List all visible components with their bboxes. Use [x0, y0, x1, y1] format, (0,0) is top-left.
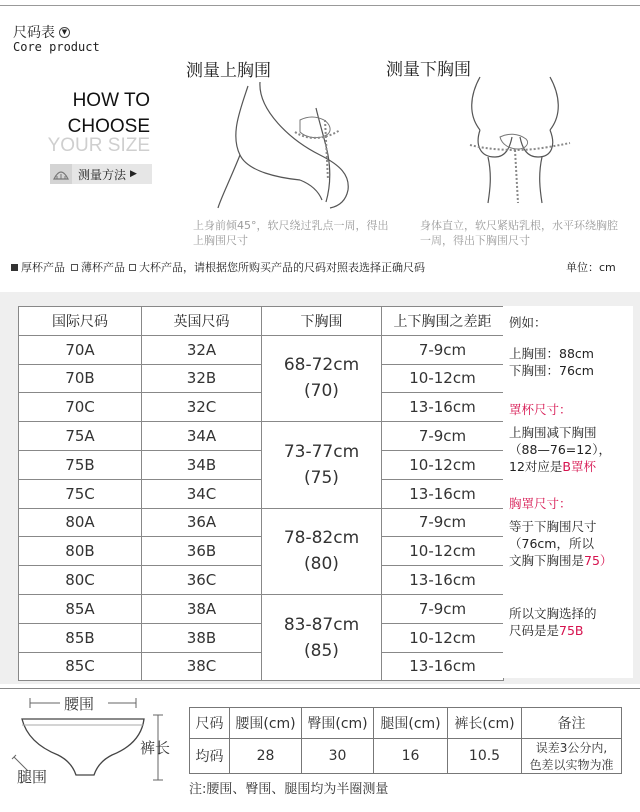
bust-diff: 13-16cm: [382, 566, 504, 595]
bottom-divider: [0, 688, 640, 689]
table-row: [19, 594, 504, 623]
table-row: [190, 739, 622, 774]
measure-method-button[interactable]: [50, 164, 152, 184]
band-title: 胸罩尺寸：: [509, 496, 572, 511]
under-range-sub: (70): [304, 381, 339, 402]
filled-square-icon: [11, 264, 18, 271]
empty-square-icon: [71, 264, 78, 271]
band-line2: （76cm，所以: [509, 536, 594, 551]
cup-line3-red: B罩杯: [562, 459, 596, 474]
cup-line1: 上胸围减下胸围: [509, 425, 597, 440]
header-intl: 国际尺码: [19, 307, 142, 336]
bust-diff: 7-9cm: [382, 594, 504, 623]
uk-size: 34A: [142, 422, 262, 451]
under-range-text: 83-87cm: [283, 614, 360, 635]
choose-text: CHOOSE: [67, 116, 150, 137]
uk-size: 32C: [142, 393, 262, 422]
bust-diff: 10-12cm: [382, 537, 504, 566]
legend-thin: 薄杯产品: [81, 261, 125, 274]
remark-line1: 误差3公分内,: [535, 741, 608, 755]
upper-bust-heading: 测量上胸围: [186, 61, 271, 81]
intl-size: 80B: [19, 537, 142, 566]
bra-size-table: [18, 306, 504, 681]
measuring-tape-icon: [50, 164, 72, 184]
result-line2: [509, 622, 627, 639]
bust-diff: 7-9cm: [382, 508, 504, 537]
panty-header-leg: 腿围(cm): [374, 708, 448, 739]
under-bust-range: [262, 422, 382, 508]
table-row: [19, 508, 504, 537]
uk-size: 38C: [142, 652, 262, 681]
band-line3-pre: 文胸下胸围是: [509, 553, 585, 568]
upper-bust-illustration: [200, 80, 370, 210]
table-header-row: [19, 307, 504, 336]
table-row: [19, 393, 504, 422]
example-panel: [503, 306, 633, 678]
header-diff: 上下胸围之差距: [382, 307, 504, 336]
uk-size: 34C: [142, 479, 262, 508]
subtitle: Core product: [13, 40, 100, 54]
panty-header-length: 裤长(cm): [448, 708, 522, 739]
empty-square-icon: [129, 264, 136, 271]
panty-length: 10.5: [448, 739, 522, 774]
length-label: 裤长: [140, 739, 171, 757]
table-row: [19, 335, 504, 364]
band-line3-red: 75）: [584, 553, 613, 568]
example-lower: 下胸围：76cm: [509, 363, 594, 378]
panty-header-size: 尺码: [190, 708, 230, 739]
title-text: 尺码表: [13, 25, 55, 41]
under-range-sub: (80): [304, 554, 339, 575]
table-row: [19, 364, 504, 393]
panty-leg: 16: [374, 739, 448, 774]
band-line3: [509, 552, 627, 569]
cup-title: 罩杯尺寸：: [509, 402, 572, 417]
intl-size: 70B: [19, 364, 142, 393]
cup-line3: [509, 458, 627, 475]
uk-size: 38A: [142, 594, 262, 623]
bust-diff: 13-16cm: [382, 479, 504, 508]
top-divider: [0, 5, 640, 6]
intl-size: 85B: [19, 623, 142, 652]
uk-size: 36C: [142, 566, 262, 595]
waist-label: 腰围: [64, 695, 95, 713]
result-line2-red: 75B: [559, 623, 584, 638]
table-row: [19, 566, 504, 595]
legend-thick: 厚杯产品: [21, 261, 65, 274]
unit-label: 单位：cm: [566, 261, 616, 274]
bust-diff: 13-16cm: [382, 393, 504, 422]
intl-size: 85C: [19, 652, 142, 681]
panty-header-remark: 备注: [522, 708, 622, 739]
product-legend: [10, 259, 425, 275]
chevron-down-icon: ▼: [59, 27, 70, 38]
under-range-text: 78-82cm: [283, 528, 360, 549]
intl-size: 75B: [19, 450, 142, 479]
bust-diff: 7-9cm: [382, 422, 504, 451]
under-bust-range: [262, 335, 382, 421]
table-row: [19, 422, 504, 451]
example-upper: 上胸围：88cm: [509, 346, 594, 361]
how-to-text: HOW TO: [72, 90, 150, 111]
result-line2-pre: 尺码是是: [509, 623, 560, 638]
panty-header-hip: 臀围(cm): [302, 708, 374, 739]
table-row: [19, 537, 504, 566]
under-range-text: 73-77cm: [283, 441, 360, 462]
under-bust-range: [262, 594, 382, 680]
bust-diff: 10-12cm: [382, 450, 504, 479]
uk-size: 36B: [142, 537, 262, 566]
under-range-sub: (85): [304, 640, 339, 661]
your-size-text: YOUR SIZE: [47, 135, 150, 156]
cup-line2: （88—76=12），: [509, 442, 611, 457]
under-range-sub: (75): [304, 467, 339, 488]
table-row: [19, 652, 504, 681]
intl-size: 70C: [19, 393, 142, 422]
remark-line2: 色差以实物为准: [529, 758, 614, 772]
table-row: [19, 479, 504, 508]
panty-size-table: [189, 707, 622, 774]
band-line1: 等于下胸围尺寸: [509, 519, 597, 534]
under-bust-description: 身体直立，软尺紧贴乳根，水平环绕胸腔一周，得出下胸围尺寸: [420, 219, 618, 247]
panty-hip: 30: [302, 739, 374, 774]
panty-header-waist: 腰围(cm): [230, 708, 302, 739]
legend-large: 大杯产品，请根据您所购买产品的尺码对照表选择正确尺码: [139, 261, 425, 274]
bust-diff: 10-12cm: [382, 623, 504, 652]
bust-diff: 7-9cm: [382, 335, 504, 364]
panty-remark: [522, 739, 622, 774]
play-arrow-icon: ▶: [130, 169, 137, 179]
uk-size: 32B: [142, 364, 262, 393]
bust-diff: 13-16cm: [382, 652, 504, 681]
result-line1: 所以文胸选择的: [509, 606, 597, 621]
under-bust-range: [262, 508, 382, 594]
table-row: [19, 450, 504, 479]
intl-size: 75C: [19, 479, 142, 508]
intl-size: 70A: [19, 335, 142, 364]
upper-bust-description: 上身前倾45°，软尺绕过乳点一周，得出上胸围尺寸: [193, 219, 389, 247]
size-chart-title: [13, 22, 70, 42]
header-uk: 英国尺码: [142, 307, 262, 336]
uk-size: 36A: [142, 508, 262, 537]
header-under: 下胸围: [262, 307, 382, 336]
under-bust-illustration: [440, 75, 590, 205]
leg-label: 腿围: [17, 768, 48, 786]
uk-size: 32A: [142, 335, 262, 364]
uk-size: 34B: [142, 450, 262, 479]
bust-diff: 10-12cm: [382, 364, 504, 393]
cup-line3-pre: 12对应是: [509, 459, 563, 474]
intl-size: 80A: [19, 508, 142, 537]
under-range-text: 68-72cm: [283, 355, 360, 376]
how-to-choose-heading: [40, 88, 150, 140]
panty-size: 均码: [190, 739, 230, 774]
measure-method-label: 测量方法: [78, 167, 127, 182]
intl-size: 75A: [19, 422, 142, 451]
intl-size: 80C: [19, 566, 142, 595]
panty-waist: 28: [230, 739, 302, 774]
half-measurement-note: 注:腰围、臀围、腿围均为半圈测量: [189, 782, 389, 797]
panty-header-row: [190, 708, 622, 739]
uk-size: 38B: [142, 623, 262, 652]
intl-size: 85A: [19, 594, 142, 623]
under-bust-heading: 测量下胸围: [386, 60, 471, 80]
table-row: [19, 623, 504, 652]
example-title: 例如：: [509, 315, 547, 330]
